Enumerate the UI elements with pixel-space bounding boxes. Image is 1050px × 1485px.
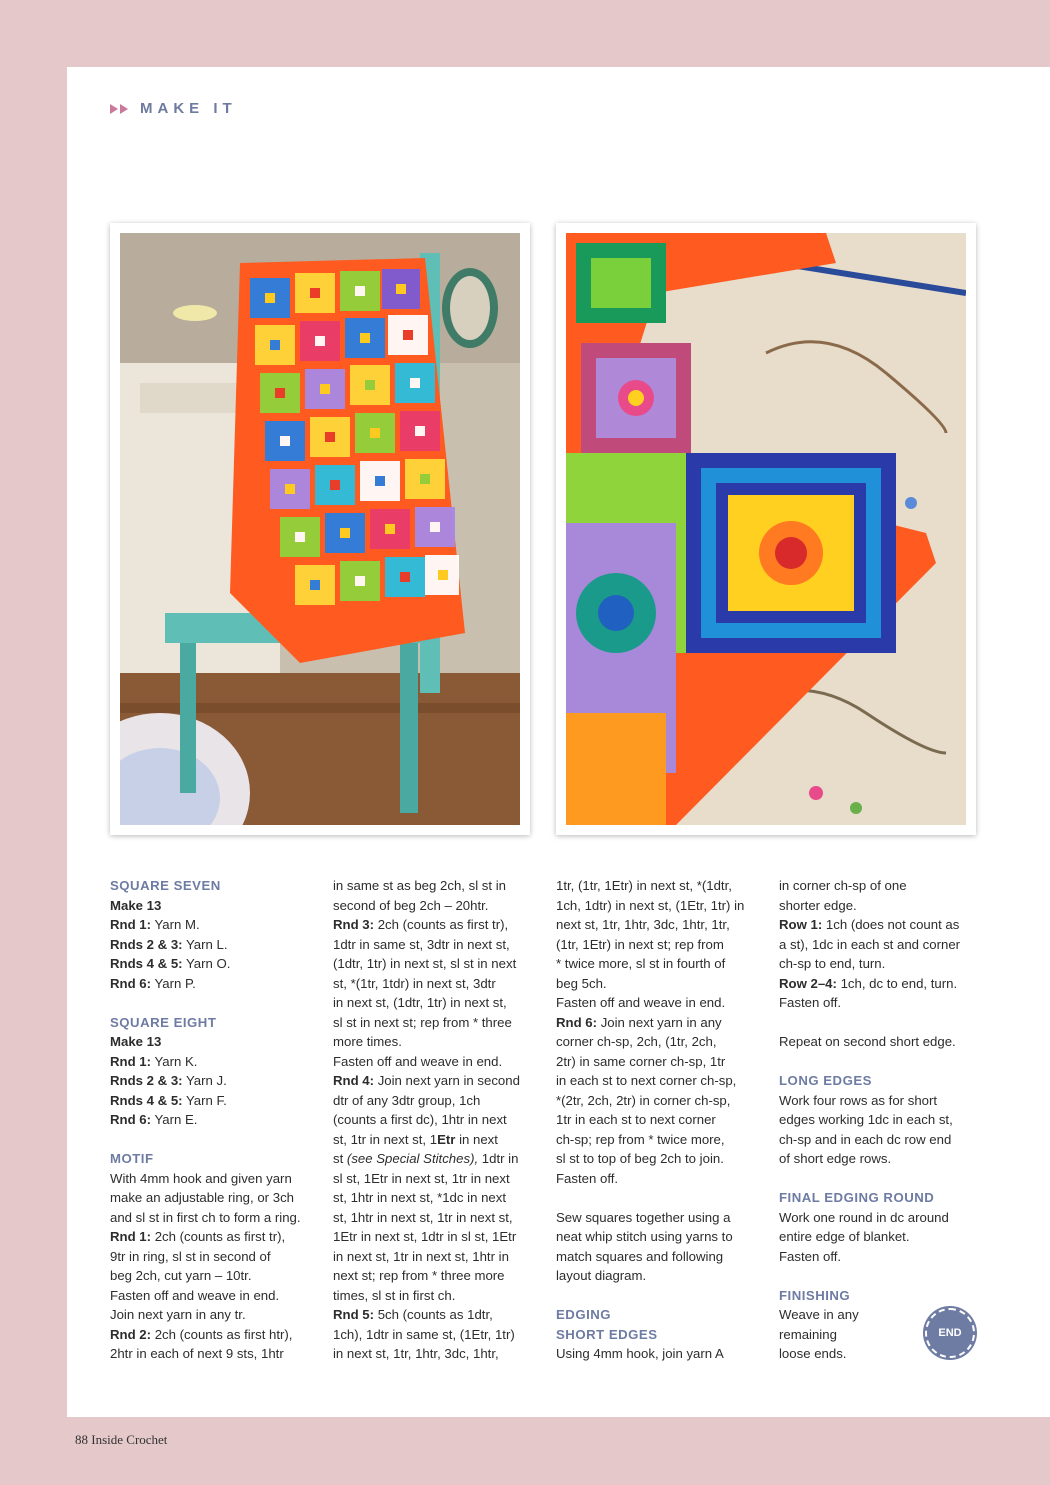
- pattern-line: [333, 1091, 551, 1111]
- pattern-line: [110, 1071, 328, 1091]
- pattern-line: [779, 1091, 997, 1111]
- blanket-closeup-image: [566, 233, 966, 825]
- text-column-1: [110, 876, 328, 1364]
- section-label: MAKE IT: [140, 100, 237, 117]
- pattern-line: [779, 1110, 997, 1130]
- text: Fasten off.: [779, 1248, 842, 1264]
- text: With 4mm hook and given yarn: [110, 1170, 292, 1186]
- text: dtr of any 3dtr group, 1ch: [333, 1092, 481, 1108]
- text: (1tr, 1Etr) in next st; rep from: [556, 936, 724, 952]
- double-arrow-icon-second: [120, 104, 128, 114]
- text: in each st to next corner ch-sp,: [556, 1073, 737, 1088]
- text: Yarn E.: [151, 1112, 198, 1127]
- text: times, sl st in first ch.: [333, 1287, 456, 1303]
- end-badge: END: [925, 1308, 975, 1358]
- text: (1dtr, 1tr) in next st, sl st in next: [333, 956, 517, 971]
- text: Fasten off.: [779, 995, 842, 1010]
- text: shorter edge.: [779, 897, 857, 913]
- bold-label: Rnds 2 & 3:: [110, 1073, 183, 1088]
- pattern-line: [110, 1227, 328, 1247]
- pattern-line: [556, 1266, 774, 1286]
- text: Fasten off and weave in end.: [556, 995, 726, 1010]
- text: in corner ch-sp of one: [779, 878, 907, 893]
- text: 2htr in each of next 9 sts, 1htr: [110, 1346, 284, 1361]
- pattern-line: [110, 1266, 328, 1286]
- text: Work four rows as for short: [779, 1092, 938, 1108]
- blanket-on-chair-image: [120, 233, 520, 825]
- subheading: LONG EDGES: [779, 1073, 872, 1088]
- pattern-line: [110, 1032, 328, 1052]
- text: Fasten off and weave in end.: [110, 1287, 280, 1303]
- pattern-line: [556, 1091, 774, 1111]
- pattern-line: [556, 1110, 774, 1130]
- bold-label: Rnds 4 & 5:: [110, 1092, 183, 1108]
- pattern-line: [110, 1169, 328, 1189]
- pattern-line: [110, 954, 328, 974]
- bold-label: Rnd 6:: [556, 1014, 598, 1030]
- pattern-line: [556, 1169, 774, 1189]
- bold-label: Rnd 6:: [110, 1112, 152, 1127]
- subheading: FINAL EDGING ROUND: [779, 1190, 935, 1205]
- pattern-line: [333, 1032, 551, 1052]
- pattern-line: [333, 1149, 551, 1169]
- text: of short edge rows.: [779, 1151, 892, 1166]
- pattern-line: [110, 1208, 328, 1228]
- text: Fasten off and weave in end.: [333, 1053, 503, 1069]
- pattern-line: [333, 1208, 551, 1228]
- spacer: [779, 1169, 997, 1189]
- bold-label: Rnd 5:: [333, 1307, 375, 1322]
- text: 1dtr in: [478, 1151, 519, 1166]
- bold-label: Make 13: [110, 1034, 162, 1049]
- pattern-line: [333, 1305, 551, 1325]
- pattern-line: [556, 1208, 774, 1228]
- text: 9tr in ring, sl st in second of: [110, 1248, 271, 1264]
- text: Fasten off.: [556, 1170, 619, 1186]
- pattern-line: [333, 1266, 551, 1286]
- subheading: SQUARE SEVEN: [110, 878, 221, 893]
- text: *(2tr, 2ch, 2tr) in corner ch-sp,: [556, 1092, 731, 1108]
- text: Yarn K.: [151, 1053, 198, 1069]
- pattern-line: [110, 1247, 328, 1267]
- pattern-line: [110, 974, 328, 994]
- page-footer: 88 Inside Crochet: [75, 1432, 168, 1447]
- bold-label: Row 2–4:: [779, 975, 837, 991]
- text: 1ch, 1dtr) in next st, (1Etr, 1tr) in: [556, 897, 745, 913]
- text: 1ch, dc to end, turn.: [836, 975, 958, 991]
- pattern-line: [556, 993, 774, 1013]
- subheading: FINISHING: [779, 1287, 851, 1303]
- spacer: [556, 1286, 774, 1306]
- text: Yarn L.: [182, 936, 228, 952]
- text: next st; rep from * three more: [333, 1268, 505, 1283]
- photo-blanket-closeup: [556, 223, 976, 835]
- pattern-line: [333, 1247, 551, 1267]
- spacer: [779, 1266, 997, 1286]
- pattern-line: [333, 1325, 551, 1345]
- pattern-line: [333, 1071, 551, 1091]
- text: beg 5ch.: [556, 975, 607, 991]
- pattern-line: [333, 1169, 551, 1189]
- pattern-line: [779, 935, 997, 955]
- bold-label: Make 13: [110, 897, 162, 913]
- text: edges working 1dc in each st,: [779, 1112, 953, 1127]
- pattern-line: [556, 974, 774, 994]
- bold-label: Rnd 1:: [110, 1053, 152, 1069]
- pattern-line: [779, 896, 997, 916]
- pattern-line: [556, 876, 774, 896]
- text: 1tr in each st to next corner: [556, 1112, 716, 1127]
- text: st, 1htr in next st, 1tr in next st,: [333, 1209, 513, 1225]
- text: match squares and following: [556, 1248, 724, 1264]
- pattern-line: [556, 954, 774, 974]
- text: make an adjustable ring, or 3ch: [110, 1190, 295, 1205]
- text: ch-sp to end, turn.: [779, 956, 886, 971]
- pattern-line: [333, 876, 551, 896]
- text: 1ch), 1dtr in same st, (1Etr, 1tr): [333, 1326, 515, 1342]
- subheading: SHORT EDGES: [556, 1326, 658, 1342]
- text: Using 4mm hook, join yarn A: [556, 1346, 724, 1361]
- pattern-line: [779, 1149, 997, 1169]
- pattern-line: [333, 1013, 551, 1033]
- text: Join next yarn in second: [374, 1073, 520, 1088]
- pattern-line: [556, 915, 774, 935]
- bold-label: Rnd 6:: [110, 975, 152, 991]
- text: st, 1htr in next st, *1dc in next: [333, 1190, 506, 1205]
- text: 1tr, (1tr, 1Etr) in next st, *(1dtr,: [556, 878, 732, 893]
- pattern-line: [110, 1325, 328, 1345]
- text: 5ch (counts as 1dtr,: [374, 1307, 493, 1322]
- text: ch-sp; rep from * twice more,: [556, 1131, 725, 1147]
- text: next st, 1tr, 1htr, 3dc, 1htr, 1tr,: [556, 917, 730, 932]
- text: a st), 1dc in each st and corner: [779, 936, 961, 952]
- pattern-line: [779, 993, 997, 1013]
- spacer: [779, 1013, 997, 1033]
- pattern-line: [556, 1149, 774, 1169]
- pattern-line: [556, 896, 774, 916]
- text: in same st as beg 2ch, sl st in: [333, 878, 506, 893]
- text: in next st, 1tr in next st, 1htr in: [333, 1248, 509, 1264]
- pattern-line: [110, 896, 328, 916]
- text: corner ch-sp, 2ch, (1tr, 2ch,: [556, 1034, 717, 1049]
- text: entire edge of blanket.: [779, 1229, 910, 1244]
- bold-label: Rnds 4 & 5:: [110, 956, 183, 971]
- pattern-line: [556, 1032, 774, 1052]
- bold-label: Rnd 2:: [110, 1326, 152, 1342]
- pattern-line: [779, 876, 997, 896]
- text: sl st to top of beg 2ch to join.: [556, 1151, 724, 1166]
- pattern-line: [110, 915, 328, 935]
- pattern-line: [333, 1130, 551, 1150]
- pattern-line: [779, 974, 997, 994]
- bold-label: Rnds 2 & 3:: [110, 936, 183, 952]
- text: Work one round in dc around: [779, 1209, 949, 1225]
- pattern-line: [779, 915, 997, 935]
- pattern-line: [110, 1305, 328, 1325]
- text: second of beg 2ch – 20htr.: [333, 897, 489, 913]
- pattern-line: [779, 954, 997, 974]
- text: 2tr) in same corner ch-sp, 1tr: [556, 1053, 726, 1069]
- text: remaining: [779, 1326, 837, 1342]
- subheading: EDGING: [556, 1307, 612, 1322]
- pattern-line: [779, 1208, 997, 1228]
- pattern-line: [333, 1110, 551, 1130]
- subheading: SQUARE EIGHT: [110, 1014, 217, 1030]
- text: Yarn J.: [182, 1073, 227, 1088]
- italic-text: (see Special Stitches),: [346, 1151, 479, 1166]
- pattern-line: [110, 1188, 328, 1208]
- pattern-line: [556, 935, 774, 955]
- pattern-line: [556, 1344, 774, 1364]
- text: 1Etr in next st, 1dtr in sl st, 1Etr: [333, 1229, 517, 1244]
- pattern-line: [333, 954, 551, 974]
- pattern-line: [333, 1286, 551, 1306]
- text: 2ch (counts as first htr),: [151, 1326, 293, 1342]
- pattern-line: [779, 1130, 997, 1150]
- text: ch-sp and in each dc row end: [779, 1131, 952, 1147]
- text: Repeat on second short edge.: [779, 1034, 956, 1049]
- pattern-line: [333, 1052, 551, 1072]
- pattern-line: [333, 1188, 551, 1208]
- pattern-line: [779, 1247, 997, 1267]
- text: st, 1tr in next st, 1: [333, 1131, 438, 1147]
- pattern-line: [110, 1091, 328, 1111]
- text: loose ends.: [779, 1346, 847, 1361]
- pattern-line: [333, 993, 551, 1013]
- pattern-line: [333, 1344, 551, 1364]
- text-column-3: [556, 876, 774, 1364]
- text: and sl st in first ch to form a ring.: [110, 1209, 301, 1225]
- pattern-line: [779, 1227, 997, 1247]
- bold-label: Rnd 1:: [110, 1229, 152, 1244]
- text: (counts a first dc), 1htr in next: [333, 1112, 507, 1127]
- double-arrow-icon: [110, 104, 118, 114]
- text: Sew squares together using a: [556, 1209, 731, 1225]
- pattern-line: [110, 1286, 328, 1306]
- text: Yarn O.: [182, 956, 231, 971]
- text: layout diagram.: [556, 1268, 647, 1283]
- pattern-line: [110, 1110, 328, 1130]
- spacer: [110, 1130, 328, 1150]
- text: Join next yarn in any tr.: [110, 1307, 246, 1322]
- spacer: [110, 993, 328, 1013]
- section-header: [110, 100, 237, 117]
- pattern-line: [110, 935, 328, 955]
- pattern-line: [556, 1227, 774, 1247]
- text: st, *(1tr, 1tdr) in next st, 3dtr: [333, 975, 496, 991]
- pattern-line: [556, 1071, 774, 1091]
- text: sl st, 1Etr in next st, 1tr in next: [333, 1170, 510, 1186]
- pattern-line: [333, 935, 551, 955]
- pattern-line: [110, 1052, 328, 1072]
- spacer: [779, 1052, 997, 1072]
- text: beg 2ch, cut yarn – 10tr.: [110, 1268, 252, 1283]
- text: 2ch (counts as first tr),: [151, 1229, 286, 1244]
- text: more times.: [333, 1034, 402, 1049]
- text: Weave in any: [779, 1307, 859, 1322]
- text: in next st, 1tr, 1htr, 3dc, 1htr,: [333, 1346, 499, 1361]
- text: in next: [455, 1131, 498, 1147]
- text: Yarn P.: [151, 975, 196, 991]
- text: sl st in next st; rep from * three: [333, 1014, 512, 1030]
- text: * twice more, sl st in fourth of: [556, 956, 726, 971]
- bold-label: Rnd 3:: [333, 917, 375, 932]
- text: neat whip stitch using yarns to: [556, 1229, 733, 1244]
- spacer: [556, 1188, 774, 1208]
- text: st: [333, 1151, 347, 1166]
- bold-label: Etr: [437, 1131, 456, 1147]
- text: Yarn M.: [151, 917, 200, 932]
- pattern-line: [333, 915, 551, 935]
- subheading: MOTIF: [110, 1151, 154, 1166]
- pattern-line: [333, 974, 551, 994]
- pattern-line: [333, 896, 551, 916]
- text: Join next yarn in any: [597, 1014, 722, 1030]
- pattern-line: [110, 1344, 328, 1364]
- bold-label: Row 1:: [779, 917, 823, 932]
- bold-label: Rnd 4:: [333, 1073, 375, 1088]
- text: Yarn F.: [182, 1092, 227, 1108]
- bold-label: Rnd 1:: [110, 917, 152, 932]
- text: 2ch (counts as first tr),: [374, 917, 509, 932]
- photo-blanket-on-chair: [110, 223, 530, 835]
- text: 1ch (does not count as: [822, 917, 960, 932]
- pattern-line: [779, 1032, 997, 1052]
- pattern-line: [556, 1247, 774, 1267]
- text: in next st, (1dtr, 1tr) in next st,: [333, 995, 507, 1010]
- text-column-4: [779, 876, 997, 1364]
- pattern-line: [333, 1227, 551, 1247]
- pattern-line: [556, 1013, 774, 1033]
- text: 1dtr in same st, 3dtr in next st,: [333, 936, 510, 952]
- pattern-line: [556, 1130, 774, 1150]
- text-column-2: [333, 876, 551, 1364]
- pattern-line: [556, 1052, 774, 1072]
